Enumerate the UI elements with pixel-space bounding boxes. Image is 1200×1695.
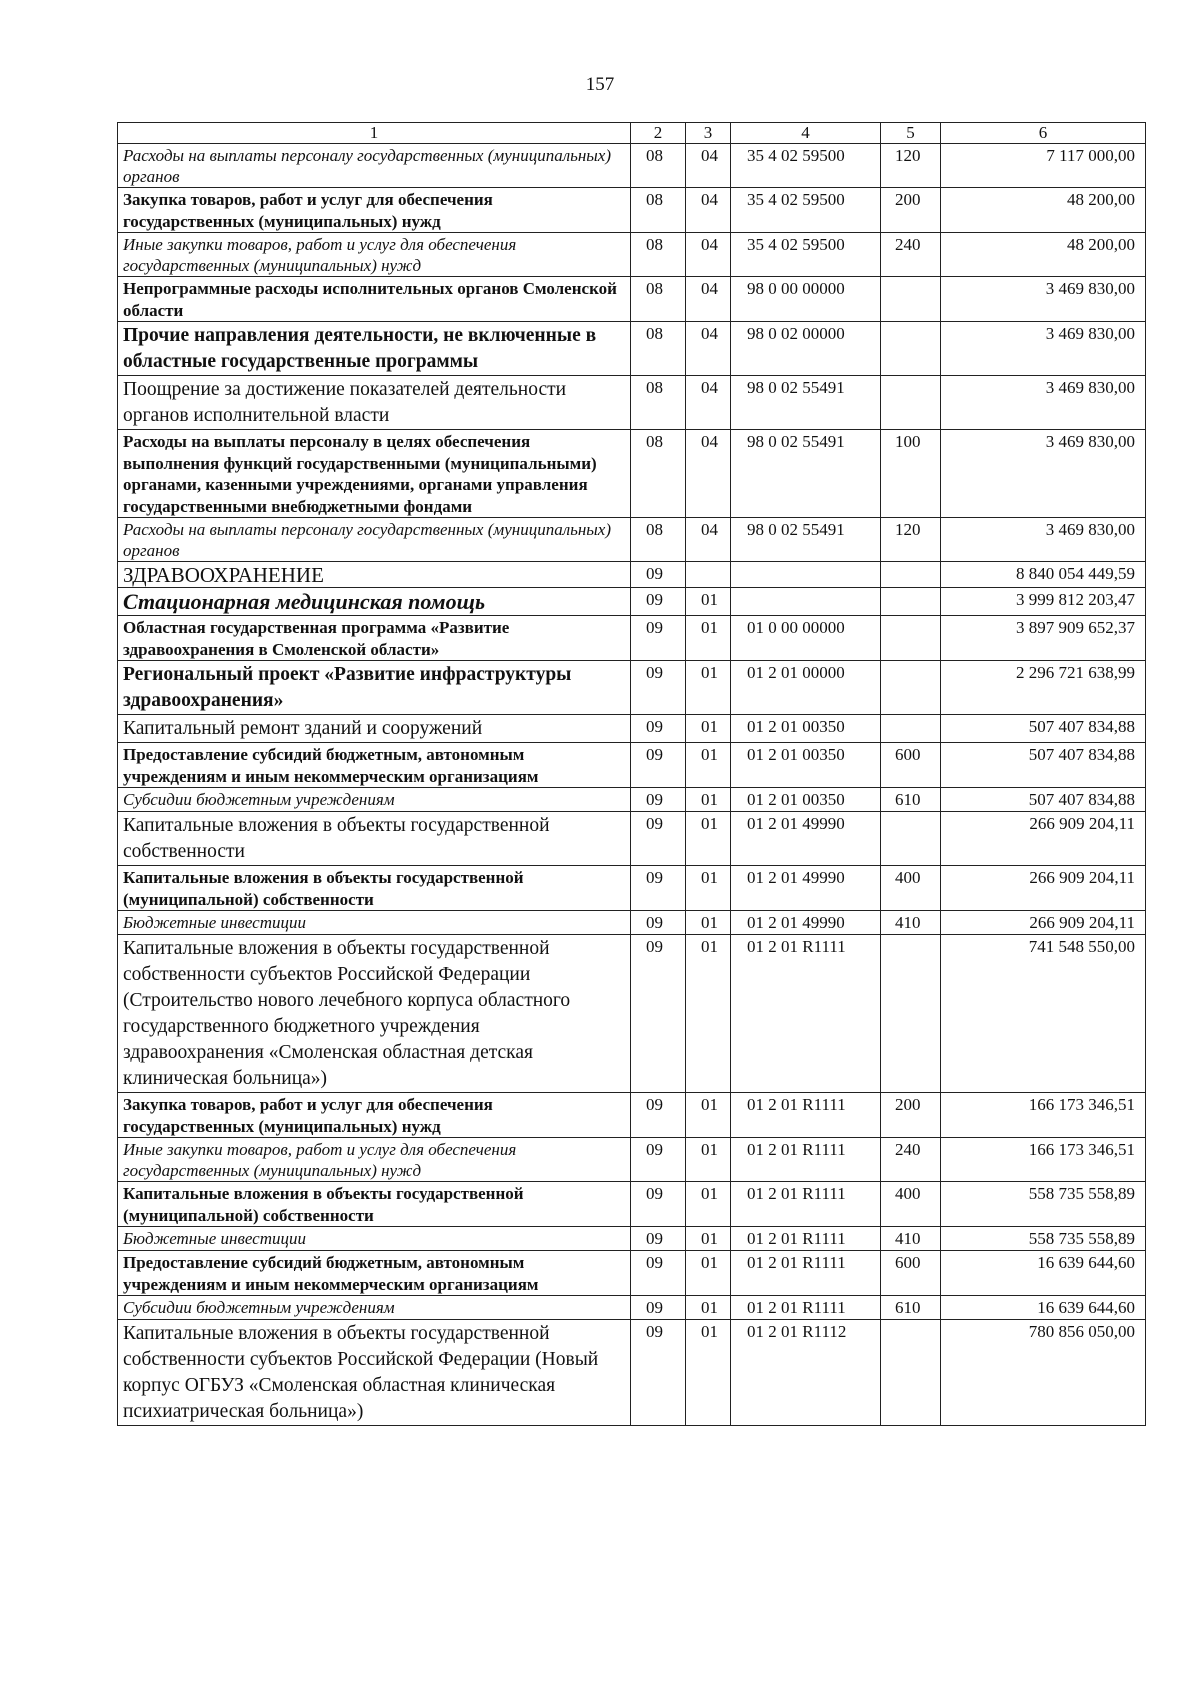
table-row bbox=[118, 1182, 1146, 1227]
subsection-code: 04 bbox=[686, 518, 731, 562]
expense-name: Региональный проект «Развитие инфраструктуры здравоохранения» bbox=[118, 661, 631, 715]
target-article-code: 01 2 01 R1111 bbox=[731, 1227, 881, 1251]
target-article-code: 01 2 01 00000 bbox=[731, 661, 881, 715]
section-code: 08 bbox=[631, 188, 686, 233]
target-article-code: 01 2 01 R1111 bbox=[731, 1093, 881, 1138]
subsection-code: 01 bbox=[686, 1182, 731, 1227]
target-article-code: 35 4 02 59500 bbox=[731, 188, 881, 233]
amount: 8 840 054 449,59 bbox=[941, 562, 1146, 588]
expense-name: Субсидии бюджетным учреждениям bbox=[118, 788, 631, 812]
amount: 3 999 812 203,47 bbox=[941, 588, 1146, 616]
subsection-code: 01 bbox=[686, 1227, 731, 1251]
expense-name: Стационарная медицинская помощь bbox=[118, 588, 631, 616]
table-row bbox=[118, 743, 1146, 788]
amount: 558 735 558,89 bbox=[941, 1227, 1146, 1251]
table-row bbox=[118, 812, 1146, 866]
section-code: 09 bbox=[631, 1320, 686, 1426]
section-code: 09 bbox=[631, 1093, 686, 1138]
expense-name: Бюджетные инвестиции bbox=[118, 1227, 631, 1251]
subsection-code bbox=[686, 562, 731, 588]
expense-name: Поощрение за достижение показателей деятельности органов исполнительной власти bbox=[118, 376, 631, 430]
table-row bbox=[118, 233, 1146, 277]
subsection-code: 01 bbox=[686, 1251, 731, 1296]
amount: 780 856 050,00 bbox=[941, 1320, 1146, 1426]
section-code: 09 bbox=[631, 866, 686, 911]
expense-type-code: 610 bbox=[881, 788, 941, 812]
section-code: 08 bbox=[631, 376, 686, 430]
amount: 266 909 204,11 bbox=[941, 911, 1146, 935]
amount: 48 200,00 bbox=[941, 233, 1146, 277]
subsection-code: 04 bbox=[686, 144, 731, 188]
section-code: 09 bbox=[631, 562, 686, 588]
amount: 166 173 346,51 bbox=[941, 1138, 1146, 1182]
expense-name: Иные закупки товаров, работ и услуг для обеспечения государственных (муниципальных) нужд bbox=[118, 1138, 631, 1182]
section-code: 09 bbox=[631, 588, 686, 616]
expense-type-code: 120 bbox=[881, 518, 941, 562]
page-number: 157 bbox=[585, 74, 615, 95]
section-code: 09 bbox=[631, 935, 686, 1093]
section-code: 08 bbox=[631, 430, 686, 518]
target-article-code bbox=[731, 562, 881, 588]
column-header: 2 bbox=[631, 123, 686, 144]
expense-type-code: 610 bbox=[881, 1296, 941, 1320]
amount: 16 639 644,60 bbox=[941, 1296, 1146, 1320]
subsection-code: 01 bbox=[686, 588, 731, 616]
expense-type-code bbox=[881, 661, 941, 715]
subsection-code: 01 bbox=[686, 743, 731, 788]
target-article-code: 01 2 01 00350 bbox=[731, 743, 881, 788]
column-number-row bbox=[118, 123, 1146, 144]
section-code: 09 bbox=[631, 911, 686, 935]
section-code: 09 bbox=[631, 1138, 686, 1182]
expense-name: Областная государственная программа «Развитие здравоохранения в Смоленской области» bbox=[118, 616, 631, 661]
expense-type-code bbox=[881, 935, 941, 1093]
amount: 741 548 550,00 bbox=[941, 935, 1146, 1093]
table-row bbox=[118, 277, 1146, 322]
table-row bbox=[118, 322, 1146, 376]
target-article-code: 01 2 01 R1111 bbox=[731, 935, 881, 1093]
expense-name: Прочие направления деятельности, не включенные в областные государственные программы bbox=[118, 322, 631, 376]
table-row bbox=[118, 144, 1146, 188]
expense-name: Капитальные вложения в объекты государственной (муниципальной) собственности bbox=[118, 866, 631, 911]
expense-type-code: 120 bbox=[881, 144, 941, 188]
expense-type-code bbox=[881, 588, 941, 616]
expense-type-code: 240 bbox=[881, 1138, 941, 1182]
table-row bbox=[118, 1296, 1146, 1320]
expense-name: Закупка товаров, работ и услуг для обеспечения государственных (муниципальных) нужд bbox=[118, 188, 631, 233]
amount: 48 200,00 bbox=[941, 188, 1146, 233]
table-body bbox=[118, 144, 1146, 1426]
amount: 7 117 000,00 bbox=[941, 144, 1146, 188]
section-code: 08 bbox=[631, 277, 686, 322]
table-row bbox=[118, 715, 1146, 743]
target-article-code: 98 0 02 55491 bbox=[731, 518, 881, 562]
column-header: 3 bbox=[686, 123, 731, 144]
table-row bbox=[118, 518, 1146, 562]
amount: 3 469 830,00 bbox=[941, 376, 1146, 430]
expense-type-code: 600 bbox=[881, 743, 941, 788]
expense-type-code bbox=[881, 616, 941, 661]
target-article-code: 01 2 01 R1111 bbox=[731, 1182, 881, 1227]
amount: 507 407 834,88 bbox=[941, 743, 1146, 788]
expense-type-code bbox=[881, 322, 941, 376]
target-article-code: 01 2 01 R1111 bbox=[731, 1296, 881, 1320]
expense-name: Предоставление субсидий бюджетным, автономным учреждениям и иным некоммерческим организациям bbox=[118, 743, 631, 788]
expense-name: Капитальные вложения в объекты государственной (муниципальной) собственности bbox=[118, 1182, 631, 1227]
expense-type-code: 240 bbox=[881, 233, 941, 277]
subsection-code: 01 bbox=[686, 1320, 731, 1426]
target-article-code: 01 2 01 00350 bbox=[731, 715, 881, 743]
subsection-code: 01 bbox=[686, 1093, 731, 1138]
subsection-code: 01 bbox=[686, 1296, 731, 1320]
section-code: 09 bbox=[631, 661, 686, 715]
expense-type-code: 600 bbox=[881, 1251, 941, 1296]
section-code: 09 bbox=[631, 812, 686, 866]
amount: 507 407 834,88 bbox=[941, 788, 1146, 812]
subsection-code: 01 bbox=[686, 788, 731, 812]
subsection-code: 01 bbox=[686, 1138, 731, 1182]
expense-name: Капитальные вложения в объекты государственной собственности субъектов Российской Федерации (Строительство нового лечебного корпуса областного государственного бюджетного учреждения здравоохранения «Смоленская областная детская клиническая больница») bbox=[118, 935, 631, 1093]
subsection-code: 04 bbox=[686, 188, 731, 233]
amount: 507 407 834,88 bbox=[941, 715, 1146, 743]
column-header: 5 bbox=[881, 123, 941, 144]
table-row bbox=[118, 376, 1146, 430]
expense-type-code: 200 bbox=[881, 1093, 941, 1138]
target-article-code: 98 0 02 55491 bbox=[731, 376, 881, 430]
table-row bbox=[118, 562, 1146, 588]
target-article-code: 01 2 01 49990 bbox=[731, 911, 881, 935]
section-code: 08 bbox=[631, 144, 686, 188]
expense-type-code bbox=[881, 562, 941, 588]
column-header: 1 bbox=[118, 123, 631, 144]
table-row bbox=[118, 188, 1146, 233]
table-row bbox=[118, 661, 1146, 715]
expense-name: Расходы на выплаты персоналу в целях обеспечения выполнения функций государственными (муниципальными) органами, казенными учреждениями, органами управления государственными внебюджетными фондами bbox=[118, 430, 631, 518]
section-code: 08 bbox=[631, 322, 686, 376]
table-row bbox=[118, 1093, 1146, 1138]
expense-name: Иные закупки товаров, работ и услуг для обеспечения государственных (муниципальных) нужд bbox=[118, 233, 631, 277]
expense-name: Субсидии бюджетным учреждениям bbox=[118, 1296, 631, 1320]
expense-name: Расходы на выплаты персоналу государственных (муниципальных) органов bbox=[118, 144, 631, 188]
table-row bbox=[118, 1251, 1146, 1296]
table-row bbox=[118, 935, 1146, 1093]
subsection-code: 04 bbox=[686, 322, 731, 376]
table-row bbox=[118, 1227, 1146, 1251]
subsection-code: 01 bbox=[686, 812, 731, 866]
expense-type-code bbox=[881, 812, 941, 866]
expense-type-code bbox=[881, 715, 941, 743]
table-row bbox=[118, 1320, 1146, 1426]
subsection-code: 04 bbox=[686, 376, 731, 430]
target-article-code: 01 2 01 R1111 bbox=[731, 1138, 881, 1182]
column-header: 6 bbox=[941, 123, 1146, 144]
subsection-code: 01 bbox=[686, 866, 731, 911]
section-code: 08 bbox=[631, 518, 686, 562]
subsection-code: 01 bbox=[686, 935, 731, 1093]
subsection-code: 04 bbox=[686, 277, 731, 322]
table-row bbox=[118, 588, 1146, 616]
section-code: 09 bbox=[631, 1296, 686, 1320]
amount: 558 735 558,89 bbox=[941, 1182, 1146, 1227]
expense-name: Непрограммные расходы исполнительных органов Смоленской области bbox=[118, 277, 631, 322]
amount: 266 909 204,11 bbox=[941, 812, 1146, 866]
amount: 3 469 830,00 bbox=[941, 430, 1146, 518]
expense-name: Капитальные вложения в объекты государственной собственности bbox=[118, 812, 631, 866]
subsection-code: 01 bbox=[686, 911, 731, 935]
expense-name: Расходы на выплаты персоналу государственных (муниципальных) органов bbox=[118, 518, 631, 562]
subsection-code: 04 bbox=[686, 233, 731, 277]
amount: 3 897 909 652,37 bbox=[941, 616, 1146, 661]
target-article-code: 01 2 01 00350 bbox=[731, 788, 881, 812]
budget-table bbox=[117, 122, 1146, 1426]
section-code: 09 bbox=[631, 1251, 686, 1296]
section-code: 09 bbox=[631, 743, 686, 788]
expense-name: Капитальный ремонт зданий и сооружений bbox=[118, 715, 631, 743]
amount: 3 469 830,00 bbox=[941, 518, 1146, 562]
table-row bbox=[118, 866, 1146, 911]
expense-name: Капитальные вложения в объекты государственной собственности субъектов Российской Федерации (Новый корпус ОГБУЗ «Смоленская областная клиническая психиатрическая больница») bbox=[118, 1320, 631, 1426]
target-article-code: 01 2 01 49990 bbox=[731, 812, 881, 866]
section-code: 09 bbox=[631, 788, 686, 812]
table-row bbox=[118, 430, 1146, 518]
column-header: 4 bbox=[731, 123, 881, 144]
expense-type-code: 100 bbox=[881, 430, 941, 518]
table-row bbox=[118, 911, 1146, 935]
section-code: 08 bbox=[631, 233, 686, 277]
expense-type-code: 400 bbox=[881, 866, 941, 911]
expense-name: ЗДРАВООХРАНЕНИЕ bbox=[118, 562, 631, 588]
section-code: 09 bbox=[631, 1227, 686, 1251]
table-row bbox=[118, 616, 1146, 661]
expense-type-code bbox=[881, 1320, 941, 1426]
subsection-code: 01 bbox=[686, 661, 731, 715]
target-article-code: 01 2 01 49990 bbox=[731, 866, 881, 911]
target-article-code: 98 0 00 00000 bbox=[731, 277, 881, 322]
section-code: 09 bbox=[631, 616, 686, 661]
amount: 166 173 346,51 bbox=[941, 1093, 1146, 1138]
subsection-code: 01 bbox=[686, 715, 731, 743]
expense-type-code: 400 bbox=[881, 1182, 941, 1227]
target-article-code: 98 0 02 00000 bbox=[731, 322, 881, 376]
expense-type-code bbox=[881, 376, 941, 430]
expense-type-code bbox=[881, 277, 941, 322]
target-article-code: 01 2 01 R1112 bbox=[731, 1320, 881, 1426]
subsection-code: 04 bbox=[686, 430, 731, 518]
target-article-code: 01 2 01 R1111 bbox=[731, 1251, 881, 1296]
amount: 16 639 644,60 bbox=[941, 1251, 1146, 1296]
target-article-code bbox=[731, 588, 881, 616]
target-article-code: 35 4 02 59500 bbox=[731, 144, 881, 188]
section-code: 09 bbox=[631, 715, 686, 743]
expense-type-code: 410 bbox=[881, 911, 941, 935]
amount: 2 296 721 638,99 bbox=[941, 661, 1146, 715]
target-article-code: 35 4 02 59500 bbox=[731, 233, 881, 277]
table-row bbox=[118, 788, 1146, 812]
expense-name: Закупка товаров, работ и услуг для обеспечения государственных (муниципальных) нужд bbox=[118, 1093, 631, 1138]
expense-name: Предоставление субсидий бюджетным, автономным учреждениям и иным некоммерческим организациям bbox=[118, 1251, 631, 1296]
amount: 3 469 830,00 bbox=[941, 277, 1146, 322]
table-row bbox=[118, 1138, 1146, 1182]
target-article-code: 01 0 00 00000 bbox=[731, 616, 881, 661]
target-article-code: 98 0 02 55491 bbox=[731, 430, 881, 518]
amount: 266 909 204,11 bbox=[941, 866, 1146, 911]
subsection-code: 01 bbox=[686, 616, 731, 661]
expense-type-code: 410 bbox=[881, 1227, 941, 1251]
expense-name: Бюджетные инвестиции bbox=[118, 911, 631, 935]
amount: 3 469 830,00 bbox=[941, 322, 1146, 376]
section-code: 09 bbox=[631, 1182, 686, 1227]
expense-type-code: 200 bbox=[881, 188, 941, 233]
